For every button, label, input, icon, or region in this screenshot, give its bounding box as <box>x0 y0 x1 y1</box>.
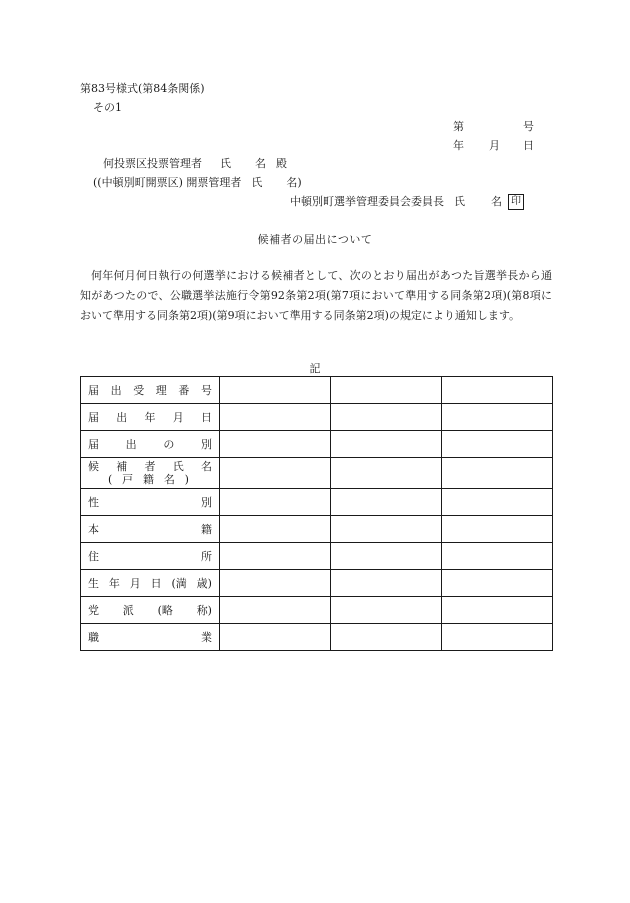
label-char: (満 <box>171 576 187 590</box>
entry-cell[interactable] <box>331 431 442 458</box>
label-char: 出 <box>110 383 122 397</box>
row-label <box>81 460 219 473</box>
label-char: 年 <box>144 410 156 424</box>
entry-cell[interactable] <box>331 489 442 516</box>
table-row <box>81 543 553 570</box>
label-char: 籍 <box>201 522 212 536</box>
label-char: 番 <box>178 383 190 397</box>
row-label-cell <box>81 543 220 570</box>
label-char: 名 <box>163 473 175 486</box>
label-char: 届 <box>88 437 99 451</box>
label-char: 籍 <box>142 473 154 486</box>
entry-cell[interactable] <box>442 624 553 651</box>
label-char: 者 <box>144 460 156 473</box>
label-char: 出 <box>116 410 128 424</box>
table-row <box>81 458 553 489</box>
label-char: 性 <box>88 495 99 509</box>
label-char: 名 <box>201 460 212 473</box>
row-label <box>81 631 219 644</box>
entry-cell[interactable] <box>220 404 331 431</box>
label-char: 届 <box>88 383 99 397</box>
label-char: 本 <box>88 522 99 536</box>
entry-cell[interactable] <box>331 543 442 570</box>
label-char: 受 <box>133 383 145 397</box>
sender-shi: 氏 <box>454 195 465 208</box>
entry-cell[interactable] <box>220 458 331 489</box>
entry-cell[interactable] <box>220 516 331 543</box>
label-char: 月 <box>129 576 141 590</box>
counting-manager-shi: 氏 <box>251 176 263 189</box>
entry-cell[interactable] <box>442 431 553 458</box>
row-label-cell <box>81 516 220 543</box>
entry-cell[interactable] <box>220 377 331 404</box>
label-char: 日 <box>201 410 212 424</box>
row-sub-label <box>81 473 219 486</box>
row-label <box>81 604 219 617</box>
table-row <box>81 431 553 458</box>
table-row <box>81 597 553 624</box>
entry-cell[interactable] <box>442 404 553 431</box>
label-char: 住 <box>88 549 99 563</box>
label-char: 職 <box>88 630 99 644</box>
label-char: 生 <box>88 576 99 590</box>
row-label <box>81 523 219 536</box>
date-year: 年 <box>453 139 464 152</box>
entry-cell[interactable] <box>220 431 331 458</box>
row-label-cell <box>81 570 220 597</box>
entry-cell[interactable] <box>331 377 442 404</box>
label-char: 戸 <box>122 473 134 486</box>
label-char: 別 <box>201 495 212 509</box>
row-label-cell <box>81 431 220 458</box>
label-char: 派 <box>122 603 134 617</box>
label-char: 月 <box>172 410 184 424</box>
row-label <box>81 550 219 563</box>
entry-cell[interactable] <box>442 377 553 404</box>
body-paragraph: 何年何月何日執行の何選挙における候補者として、次のとおり届出があつた旨選挙長から通知があつたので、公職選挙法施行令第92条第2項(第7項において準用する同条第2項)(第8項において準用する同条第2項)(第9項において準用する同条第2項)の規定により通知します。 <box>80 269 552 322</box>
addressee-mei: 名 <box>255 157 266 170</box>
entry-cell[interactable] <box>331 570 442 597</box>
sender-org: 中頓別町選挙管理委員会委員長 <box>290 195 444 208</box>
entry-cell[interactable] <box>220 624 331 651</box>
entry-cell[interactable] <box>442 597 553 624</box>
ki-heading: 記 <box>309 362 321 375</box>
candidate-table <box>80 376 553 651</box>
row-label <box>81 411 219 424</box>
addressee-line-1 <box>103 157 287 171</box>
entry-cell[interactable] <box>331 597 442 624</box>
entry-cell[interactable] <box>220 489 331 516</box>
label-char: ) <box>184 473 189 486</box>
counting-manager-mei: 名) <box>286 176 302 189</box>
table-row <box>81 377 553 404</box>
entry-cell[interactable] <box>220 543 331 570</box>
addressee-dono: 殿 <box>276 157 287 170</box>
label-char: 理 <box>155 383 167 397</box>
entry-cell[interactable] <box>331 458 442 489</box>
row-label <box>81 577 219 590</box>
table-row <box>81 570 553 597</box>
row-label-cell <box>81 458 220 489</box>
row-label-cell <box>81 404 220 431</box>
label-char: 党 <box>88 603 99 617</box>
label-char: 出 <box>125 437 137 451</box>
label-char: の <box>163 437 175 451</box>
label-char: 歳) <box>196 576 212 590</box>
entry-cell[interactable] <box>331 624 442 651</box>
sender-line <box>290 194 524 210</box>
doc-number-dai: 第 <box>453 120 464 133</box>
row-label <box>81 438 219 451</box>
entry-cell[interactable] <box>442 543 553 570</box>
label-char: 所 <box>201 549 212 563</box>
doc-number-go: 号 <box>523 120 534 133</box>
date-month: 月 <box>489 139 500 152</box>
entry-cell[interactable] <box>442 489 553 516</box>
label-char: 称) <box>196 603 212 617</box>
label-char: 届 <box>88 410 99 424</box>
addressee-shi: 氏 <box>220 157 231 170</box>
table-row <box>81 404 553 431</box>
counting-manager-org: ((中頓別町開票区) 開票管理者 <box>93 176 242 189</box>
row-label-cell <box>81 597 220 624</box>
table-row <box>81 489 553 516</box>
seal-mark: 印 <box>508 194 524 210</box>
table-row <box>81 624 553 651</box>
row-label-cell <box>81 489 220 516</box>
label-char: 別 <box>200 437 212 451</box>
entry-cell[interactable] <box>442 458 553 489</box>
sender-mei: 名 <box>491 195 502 208</box>
label-char: 氏 <box>172 460 184 473</box>
label-char: 日 <box>150 576 162 590</box>
row-label <box>81 384 219 397</box>
label-char: 補 <box>116 460 128 473</box>
label-char: (略 <box>157 603 173 617</box>
row-label-cell <box>81 624 220 651</box>
entry-cell[interactable] <box>331 404 442 431</box>
entry-cell[interactable] <box>220 597 331 624</box>
label-char: 業 <box>201 630 212 644</box>
form-subnumber: その1 <box>93 101 122 114</box>
entry-cell[interactable] <box>442 570 553 597</box>
addressee-org: 何投票区投票管理者 <box>103 157 202 170</box>
document-title: 候補者の届出について <box>257 233 373 246</box>
label-char: 年 <box>108 576 120 590</box>
entry-cell[interactable] <box>331 516 442 543</box>
label-char: 号 <box>200 383 212 397</box>
date-day: 日 <box>523 139 534 152</box>
entry-cell[interactable] <box>220 570 331 597</box>
row-label <box>81 496 219 509</box>
label-char: 候 <box>88 460 99 473</box>
table-row <box>81 516 553 543</box>
form-number: 第83号様式(第84条関係) <box>80 82 205 95</box>
addressee-line-2 <box>93 176 302 190</box>
entry-cell[interactable] <box>442 516 553 543</box>
row-label-cell <box>81 377 220 404</box>
label-char: ( <box>108 473 113 486</box>
